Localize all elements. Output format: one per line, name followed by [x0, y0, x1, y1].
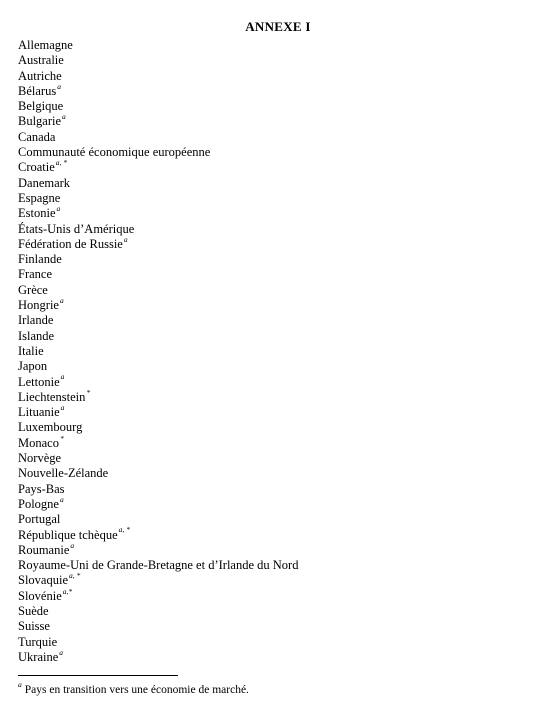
country-name: Nouvelle-Zélande — [18, 466, 109, 481]
country-item — [18, 114, 298, 129]
country-item — [18, 619, 298, 634]
country-name: Espagne — [18, 190, 61, 205]
country-item — [18, 433, 298, 451]
footnote-marker: a — [18, 680, 22, 690]
country-name: Australie — [18, 53, 64, 68]
country-name: Lettonie — [18, 374, 60, 389]
country-name: Luxembourg — [18, 420, 83, 435]
country-item — [18, 81, 298, 99]
country-item — [18, 313, 298, 328]
country-name: Turquie — [18, 634, 58, 649]
country-item — [18, 402, 298, 420]
country-item — [18, 160, 298, 175]
footnote — [18, 680, 249, 697]
country-note-marker: a — [59, 647, 64, 657]
country-name: Grèce — [18, 282, 48, 297]
country-list — [18, 38, 298, 665]
country-item — [18, 372, 298, 390]
footnote-divider — [18, 675, 178, 676]
country-name: Autriche — [18, 68, 62, 83]
country-name: Estonie — [18, 206, 56, 221]
country-note-marker: a, * — [55, 158, 68, 168]
annex-title: ANNEXE I — [245, 19, 311, 34]
country-note-marker: a, * — [118, 525, 130, 535]
country-item — [18, 451, 298, 466]
country-name: Japon — [18, 359, 48, 374]
country-note-marker: a, * — [69, 571, 81, 581]
country-note-marker: * — [59, 433, 64, 443]
country-item — [18, 573, 298, 588]
country-name: Danemark — [18, 175, 71, 190]
country-item — [18, 222, 298, 237]
country-item — [18, 191, 298, 206]
country-name: Pays-Bas — [18, 481, 65, 496]
country-item — [18, 525, 298, 543]
country-name: États-Unis d’Amérique — [18, 221, 135, 236]
country-name: Norvège — [18, 451, 62, 466]
country-item — [18, 586, 298, 604]
country-item — [18, 53, 298, 68]
country-note-marker: a — [56, 204, 61, 214]
country-note-marker: a,* — [62, 586, 73, 596]
country-item — [18, 604, 298, 619]
country-name: Fédération de Russie — [18, 236, 123, 251]
country-item — [18, 512, 298, 527]
country-item — [18, 234, 298, 252]
country-name: Suède — [18, 603, 49, 618]
country-name: Italie — [18, 343, 44, 358]
country-name: Slovénie — [18, 588, 62, 603]
country-note-marker: a — [57, 81, 61, 91]
country-name: Croatie — [18, 160, 55, 175]
country-note-marker: a — [62, 112, 66, 122]
country-item — [18, 206, 298, 221]
country-note-marker: a — [59, 494, 64, 504]
country-item — [18, 252, 298, 267]
country-name: Finlande — [18, 252, 62, 267]
country-name: Pologne — [18, 496, 59, 511]
country-item — [18, 558, 298, 573]
country-item — [18, 344, 298, 359]
country-name: Bulgarie — [18, 114, 62, 129]
country-name: Slovaquie — [18, 573, 68, 588]
country-item — [18, 466, 298, 481]
country-item — [18, 647, 298, 665]
country-item — [18, 99, 298, 114]
country-note-marker: a — [60, 402, 65, 412]
country-name: Suisse — [18, 619, 50, 634]
country-name: Belgique — [18, 99, 64, 114]
country-name: Monaco — [18, 435, 59, 450]
country-note-marker: a — [60, 372, 65, 382]
country-name: Bélarus — [18, 83, 57, 98]
country-name: Irlande — [18, 313, 54, 328]
country-note-marker: a — [59, 295, 64, 305]
country-name: Hongrie — [18, 298, 59, 313]
country-note-marker: a — [70, 540, 75, 550]
country-item — [18, 494, 298, 512]
country-item — [18, 267, 298, 282]
country-name: Royaume-Uni de Grande-Bretagne et d’Irlande du Nord — [18, 558, 299, 573]
country-note-marker: * — [86, 387, 91, 397]
country-name: Liechtenstein — [18, 389, 86, 404]
country-item — [18, 176, 298, 191]
country-name: Ukraine — [18, 649, 59, 664]
country-item — [18, 38, 298, 53]
country-item — [18, 540, 298, 558]
country-note-marker: a — [123, 234, 128, 244]
country-name: Lituanie — [18, 405, 60, 420]
country-name: Canada — [18, 129, 56, 144]
footnote-text: Pays en transition vers une économie de marché. — [24, 684, 249, 696]
country-name: Communauté économique européenne — [18, 145, 211, 160]
country-item — [18, 130, 298, 145]
country-name: France — [18, 267, 53, 282]
country-name: Roumanie — [18, 542, 70, 557]
country-item — [18, 329, 298, 344]
country-item — [18, 295, 298, 313]
country-name: Islande — [18, 328, 55, 343]
country-name: Allemagne — [18, 38, 73, 52]
country-name: République tchèque — [18, 527, 118, 542]
country-name: Portugal — [18, 512, 61, 527]
